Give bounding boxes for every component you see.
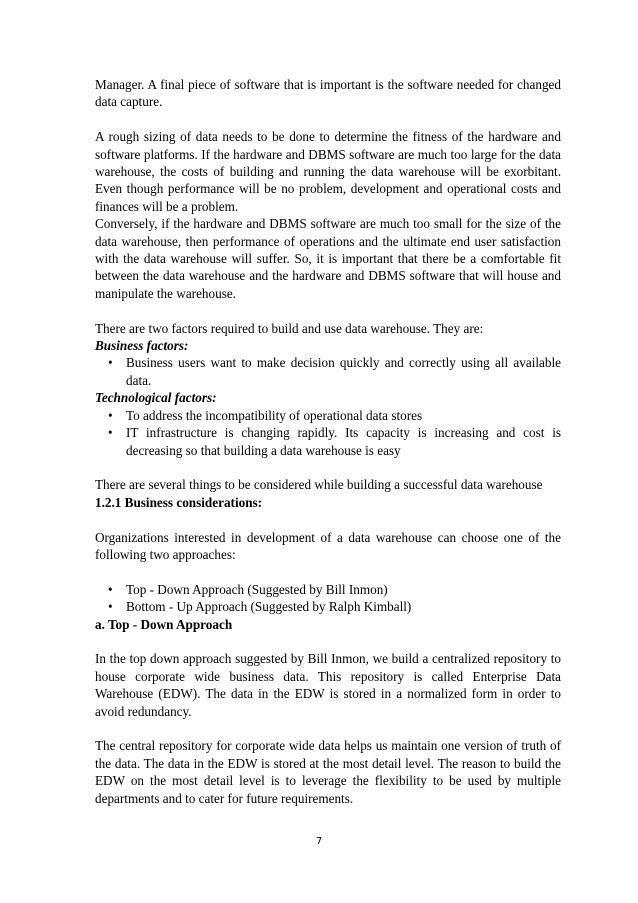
paragraph-conversely: Conversely, if the hardware and DBMS software are much too small for the size of the data warehouse, then performance of operations and the ultimate end user satisfaction with the data warehouse will suffer. So, it is important that there be a comfortable fit between the data warehouse and the hardware and DBMS software that will house and manipulate the warehouse.: [95, 216, 561, 301]
page-number: 7: [315, 836, 323, 847]
technological-factors-list: [95, 407, 561, 459]
document-page: [95, 76, 561, 807]
paragraph-changed-data-capture: Manager. A final piece of software that is important is the software needed for changed data capture.: [95, 77, 561, 110]
list-item: • Top - Down Approach (Suggested by Bill Inmon): [95, 581, 561, 598]
approaches-list: [95, 581, 561, 616]
paragraph-rough-sizing: A rough sizing of data needs to be done to determine the fitness of the hardware and software platforms. If the hardware and DBMS software are much too large for the data warehouse, the costs of building and running the data warehouse will be exorbitant. Even though performance will be no problem, development and operational costs and finances will be a problem.: [95, 129, 561, 214]
paragraph-two-factors: There are two factors required to build and use data warehouse. They are:: [95, 320, 484, 336]
list-item: • IT infrastructure is changing rapidly. Its capacity is increasing and cost is decreasing so that building a data warehouse is easy: [95, 424, 561, 459]
list-item: • Business users want to make decision quickly and correctly using all available data.: [95, 354, 561, 389]
section-heading-business-considerations: 1.2.1 Business considerations:: [95, 494, 263, 510]
section-heading-top-down: a. Top - Down Approach: [95, 616, 233, 632]
paragraph-organizations: Organizations interested in development of a data warehouse can choose one of the following two approaches:: [95, 529, 561, 562]
list-item: • To address the incompatibility of operational data stores: [95, 407, 561, 424]
paragraph-central-repository: The central repository for corporate wide data helps us maintain one version of truth of the data. The data in the EDW is stored at the most detail level. The reason to build the EDW on the most detail level is to leverage the flexibility to be used by multiple departments and to cater for future requirements.: [95, 738, 561, 806]
business-factors-label: Business factors:: [95, 338, 189, 354]
paragraph-several-things: There are several things to be considered while building a successful data warehouse: [95, 477, 543, 493]
technological-factors-label: Technological factors:: [95, 390, 217, 406]
paragraph-top-down-description: In the top down approach suggested by Bill Inmon, we build a centralized repository to house corporate wide business data. This repository is called Enterprise Data Warehouse (EDW). The data in the EDW is stored in a normalized form in order to avoid redundancy.: [95, 651, 561, 719]
business-factors-list: [95, 354, 561, 389]
list-item: • Bottom - Up Approach (Suggested by Ralph Kimball): [95, 598, 561, 615]
